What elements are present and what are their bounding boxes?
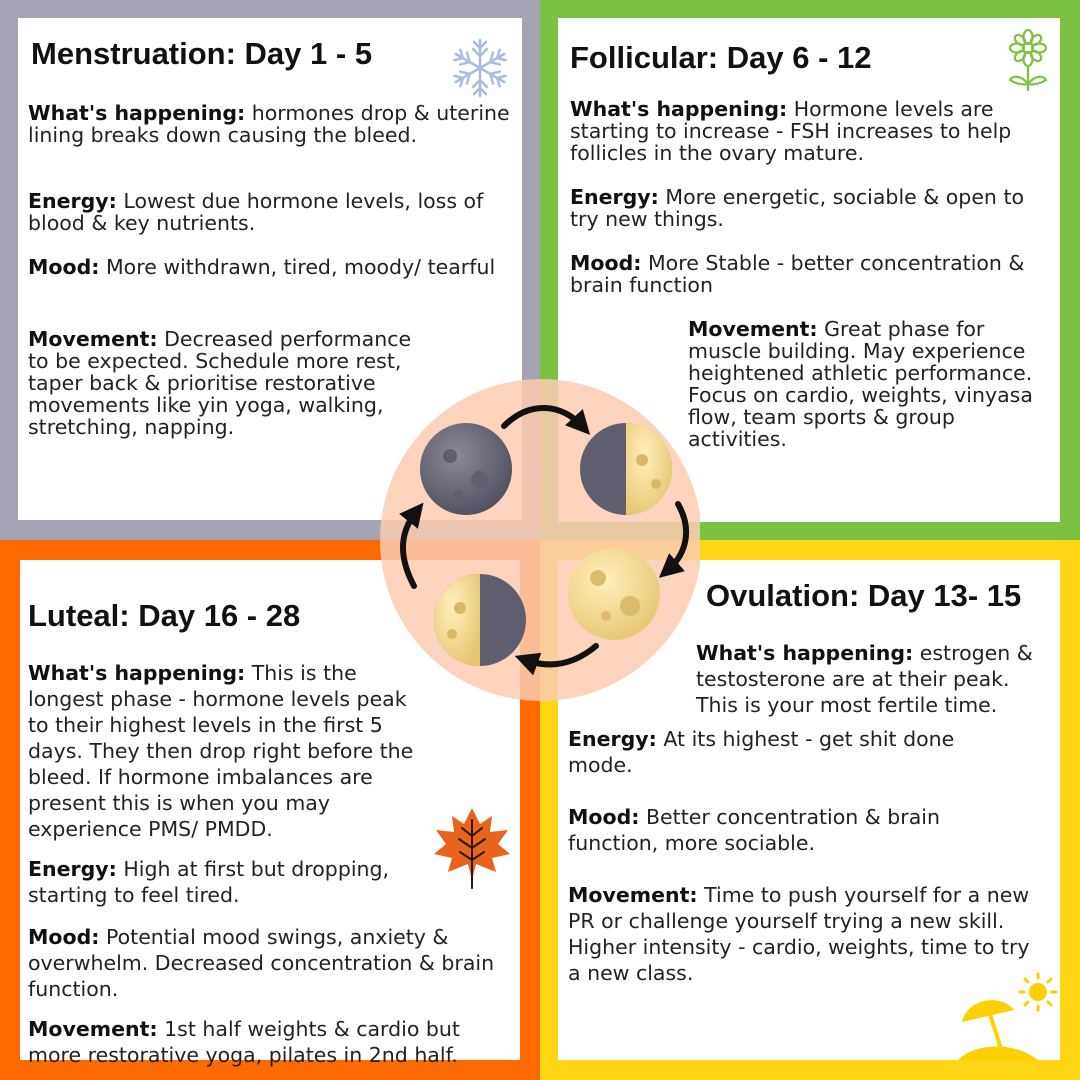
snowflake-icon [448, 36, 512, 100]
mood-text: Better concentration & brain function, more sociable. [568, 805, 940, 855]
ovulation-mood [568, 804, 988, 856]
sun-icon [1020, 974, 1056, 1010]
happening-label: What's happening: [696, 641, 914, 665]
luteal-energy [28, 856, 428, 908]
mood-label: Mood: [28, 255, 100, 279]
center-circle [380, 379, 700, 701]
ovulation-movement [568, 882, 1048, 986]
movement-text: Great phase for muscle building. May experience heightened athletic performance. Focus on cardio, weights, vinyasa flow, team sports & group activities. [688, 317, 1033, 451]
waxing-moon-icon [580, 423, 672, 515]
movement-label: Movement: [28, 1017, 158, 1041]
movement-text: 1st half weights & cardio but more restorative yoga, pilates in 2nd half. [28, 1017, 460, 1067]
ovulation-title: Ovulation: Day 13- 15 [706, 578, 1022, 613]
mood-label: Mood: [28, 925, 100, 949]
follicular-title: Follicular: Day 6 - 12 [570, 40, 872, 75]
happening-text: Hormone levels are starting to increase - FSH increases to help follicles in the ovary mature. [570, 97, 1012, 165]
menstruation-movement [28, 328, 438, 438]
energy-label: Energy: [568, 727, 657, 751]
menstruation-mood [28, 256, 508, 278]
energy-label: Energy: [28, 857, 117, 881]
follicular-mood [570, 252, 1050, 296]
energy-label: Energy: [570, 185, 659, 209]
menstruation-energy [28, 190, 516, 234]
mood-text: More withdrawn, tired, moody/ tearful [105, 255, 496, 279]
movement-text: Decreased performance to be expected. Schedule more rest, taper back & prioritise restorative movements like yin yoga, walking, stretching, napping. [28, 327, 412, 439]
energy-text: Lowest due hormone levels, loss of blood & key nutrients. [28, 189, 484, 235]
full-moon-icon [568, 548, 660, 640]
mood-label: Mood: [568, 805, 640, 829]
happening-label: What's happening: [28, 661, 246, 685]
movement-label: Movement: [28, 327, 158, 351]
cycle-diagram [380, 376, 700, 706]
movement-text: Time to push yourself for a new PR or challenge yourself trying a new skill. Higher intensity - cardio, weights, time to try a new class. [568, 883, 1030, 985]
follicular-movement [688, 318, 1058, 450]
movement-label: Movement: [568, 883, 698, 907]
luteal-movement [28, 1016, 508, 1068]
mood-label: Mood: [570, 251, 642, 275]
flower-icon [1004, 28, 1052, 92]
ovulation-energy [568, 726, 988, 778]
mood-text: More Stable - better concentration & brain function [570, 251, 1025, 297]
menstruation-happening [28, 102, 516, 146]
happening-text: estrogen & testosterone are at their peak. This is your most fertile time. [696, 641, 1033, 717]
happening-label: What's happening: [570, 97, 788, 121]
beach-umbrella-sun-icon [956, 972, 1060, 1060]
waning-moon-icon [434, 574, 526, 666]
luteal-mood [28, 924, 498, 1002]
energy-label: Energy: [28, 189, 117, 213]
energy-text: More energetic, sociable & open to try new things. [570, 185, 1025, 231]
happening-text: This is the longest phase - hormone levels peak to their highest levels in the first 5 days. They then drop right before the bleed. If hormone imbalances are present this is when you may experience PMS/ PMDD. [28, 661, 414, 841]
happening-label: What's happening: [28, 101, 246, 125]
energy-text: High at first but dropping, starting to feel tired. [28, 857, 390, 907]
mood-text: Potential mood swings, anxiety & overwhelm. Decreased concentration & brain function. [28, 925, 495, 1001]
movement-label: Movement: [688, 317, 818, 341]
menstruation-title: Menstruation: Day 1 - 5 [31, 36, 373, 71]
luteal-happening [28, 660, 428, 842]
ovulation-happening [696, 640, 1046, 718]
luteal-title: Luteal: Day 16 - 28 [28, 598, 301, 633]
follicular-energy [570, 186, 1050, 230]
autumn-leaf-icon [432, 806, 512, 890]
happening-text: hormones drop & uterine lining breaks down causing the bleed. [28, 101, 510, 147]
new-moon-icon [420, 423, 512, 515]
follicular-happening [570, 98, 1050, 164]
energy-text: At its highest - get shit done mode. [568, 727, 955, 777]
